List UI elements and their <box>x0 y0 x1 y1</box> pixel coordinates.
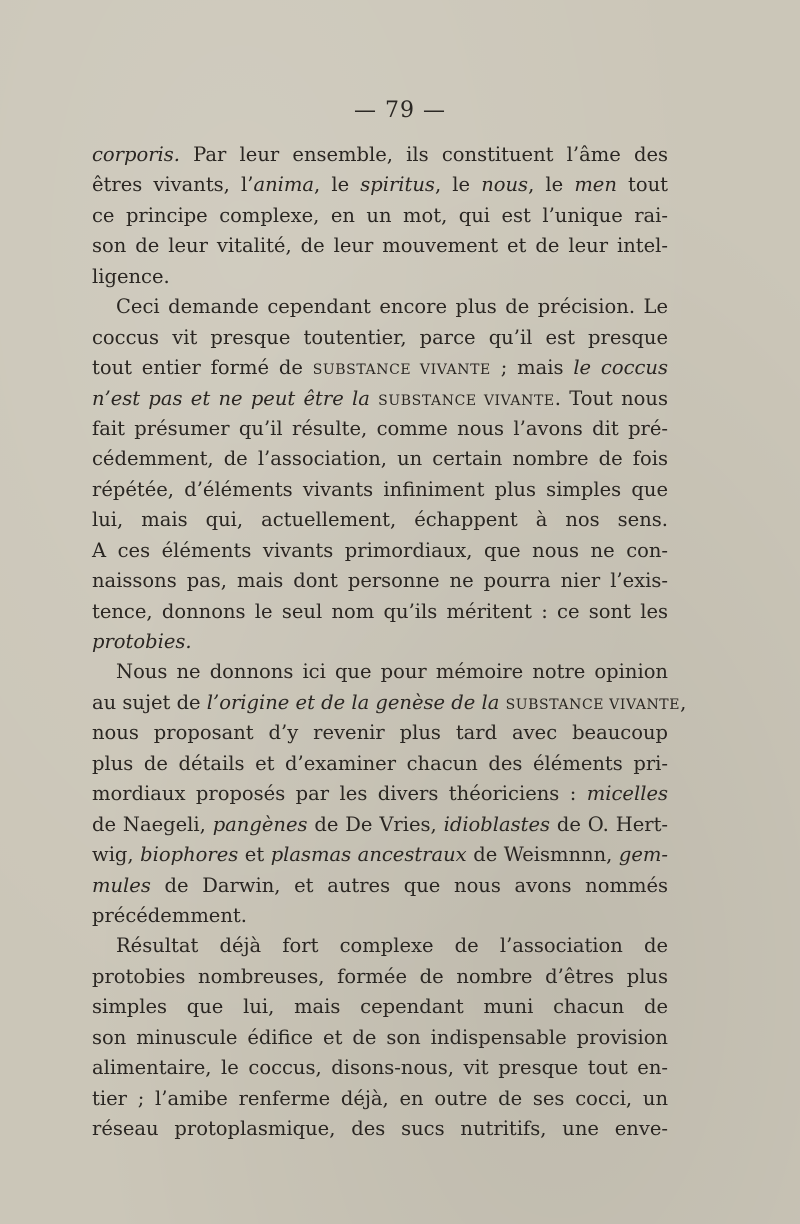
small-caps-text: SUBSTANCE VIVANTE <box>378 392 555 409</box>
small-caps-text: SUBSTANCE VIVANTE <box>312 362 491 379</box>
text-run: simples que lui, mais cependant muni chacun de <box>92 995 668 1019</box>
italic-text: anima <box>253 173 314 197</box>
text-line <box>92 323 668 353</box>
text-line <box>92 140 668 170</box>
text-run: , le <box>314 173 361 197</box>
text-run: coccus vit presque toutentier, parce qu’il est presque <box>92 325 668 349</box>
italic-text: nous <box>481 173 529 197</box>
text-line <box>92 718 668 748</box>
text-line <box>92 1114 668 1144</box>
text-line <box>92 962 668 992</box>
italic-text: biophores <box>140 843 239 867</box>
italic-text: protobies. <box>92 630 192 653</box>
text-line <box>92 170 668 200</box>
italic-text: spiritus <box>360 173 435 197</box>
text-run: naissons pas, mais dont personne ne pourra nier l’exis- <box>92 569 668 593</box>
text-line <box>92 262 668 292</box>
italic-text: le coccus <box>573 356 668 380</box>
text-run: Résultat déjà fort complexe de l’association de <box>116 934 668 958</box>
text-run: de O. Hert- <box>550 812 669 836</box>
text-run: cédemment, de l’association, un certain nombre de fois <box>92 447 668 471</box>
text-line <box>92 657 668 687</box>
text-line <box>92 931 668 961</box>
text-line <box>92 1023 668 1053</box>
text-run: son minuscule édifice et de son indispensable provision <box>92 1025 668 1049</box>
text-run: Nous ne donnons ici que pour mémoire notre opinion <box>116 660 668 684</box>
text-line <box>92 475 668 505</box>
italic-text: corporis. <box>92 143 180 166</box>
text-line <box>92 231 668 261</box>
text-line <box>92 992 668 1022</box>
text-run: et <box>238 843 271 867</box>
text-run: , le <box>434 173 482 197</box>
text-line <box>92 536 668 566</box>
page-number: — 79 — <box>354 98 446 123</box>
text-run: ligence. <box>92 264 170 288</box>
text-run: ; mais <box>490 356 574 380</box>
text-line <box>92 384 668 414</box>
text-run: précédemment. <box>92 903 247 927</box>
text-run: tout entier formé de <box>92 356 313 380</box>
text-run: Ceci demande cependant encore plus de précision. Le <box>116 295 668 319</box>
text-run: , <box>680 690 687 714</box>
italic-text: men <box>574 173 617 197</box>
italic-text: n’est pas et ne peut être la <box>92 386 370 410</box>
text-line <box>92 627 668 657</box>
text-line <box>92 810 668 840</box>
italic-text: idioblastes <box>443 812 551 836</box>
text-line <box>92 414 668 444</box>
italic-text: plasmas ancestraux <box>270 843 467 867</box>
italic-text: l’origine et de la genèse de la <box>206 690 500 714</box>
text-run: A ces éléments vivants primordiaux, que nous ne con- <box>92 538 668 562</box>
text-run: tier ; l’amibe renferme déjà, en outre de ses cocci, un <box>92 1086 668 1110</box>
text-run: lui, mais qui, actuellement, échappent à nos sens. <box>92 508 668 532</box>
text-run: de De Vries, <box>307 812 444 836</box>
text-run: tout <box>616 173 669 197</box>
text-line <box>92 688 687 718</box>
text-run: fait présumer qu’il résulte, comme nous l’avons dit pré- <box>92 416 668 440</box>
text-run: nous proposant d’y revenir plus tard avec beaucoup <box>92 721 668 745</box>
text-line <box>92 292 668 322</box>
text-line <box>92 505 668 535</box>
text-run: son de leur vitalité, de leur mouvement et de leur intel- <box>92 234 668 258</box>
text-line <box>92 566 668 596</box>
text-line <box>92 597 668 627</box>
text-run: de Naegeli, <box>92 812 213 836</box>
text-run: de Darwin, et autres que nous avons nommés <box>150 873 668 897</box>
text-run: répétée, d’éléments vivants infiniment plus simples que <box>92 477 668 501</box>
small-caps-text: SUBSTANCE VIVANTE <box>505 696 681 713</box>
text-run: alimentaire, le coccus, disons-nous, vit presque tout en- <box>92 1056 668 1080</box>
text-run: de Weismnnn, <box>466 843 619 867</box>
italic-text: gem- <box>618 843 668 867</box>
text-run: wig, <box>92 843 141 867</box>
text-line <box>92 901 668 931</box>
text-run: , le <box>528 173 575 197</box>
text-run: au sujet de <box>92 690 207 714</box>
text-run: Par leur ensemble, ils constituent l’âme des <box>179 143 668 166</box>
text-line <box>92 779 668 809</box>
text-line <box>92 444 668 474</box>
body-text <box>92 140 687 1144</box>
text-run <box>370 387 378 410</box>
italic-text: pangènes <box>212 812 308 836</box>
italic-text: micelles <box>586 782 668 806</box>
text-run: plus de détails et d’examiner chacun des éléments pri- <box>92 751 668 775</box>
text-line <box>92 840 668 870</box>
text-line <box>92 353 668 383</box>
text-line <box>92 1084 668 1114</box>
text-line <box>92 749 668 779</box>
text-run: mordiaux proposés par les divers théoriciens : <box>92 782 587 806</box>
text-run: ce principe complexe, en un mot, qui est l’unique rai- <box>92 203 668 227</box>
text-line <box>92 871 668 901</box>
italic-text: mules <box>92 873 151 897</box>
text-run: réseau protoplasmique, des sucs nutritifs, une enve- <box>92 1117 668 1140</box>
text-line <box>92 201 668 231</box>
text-run: tence, donnons le seul nom qu’ils méritent : ce sont les <box>92 599 668 623</box>
text-run: protobies nombreuses, formée de nombre d’êtres plus <box>92 964 668 988</box>
text-run: . Tout nous <box>554 386 668 410</box>
text-line <box>92 1053 668 1083</box>
text-run: êtres vivants, l’ <box>92 173 254 197</box>
